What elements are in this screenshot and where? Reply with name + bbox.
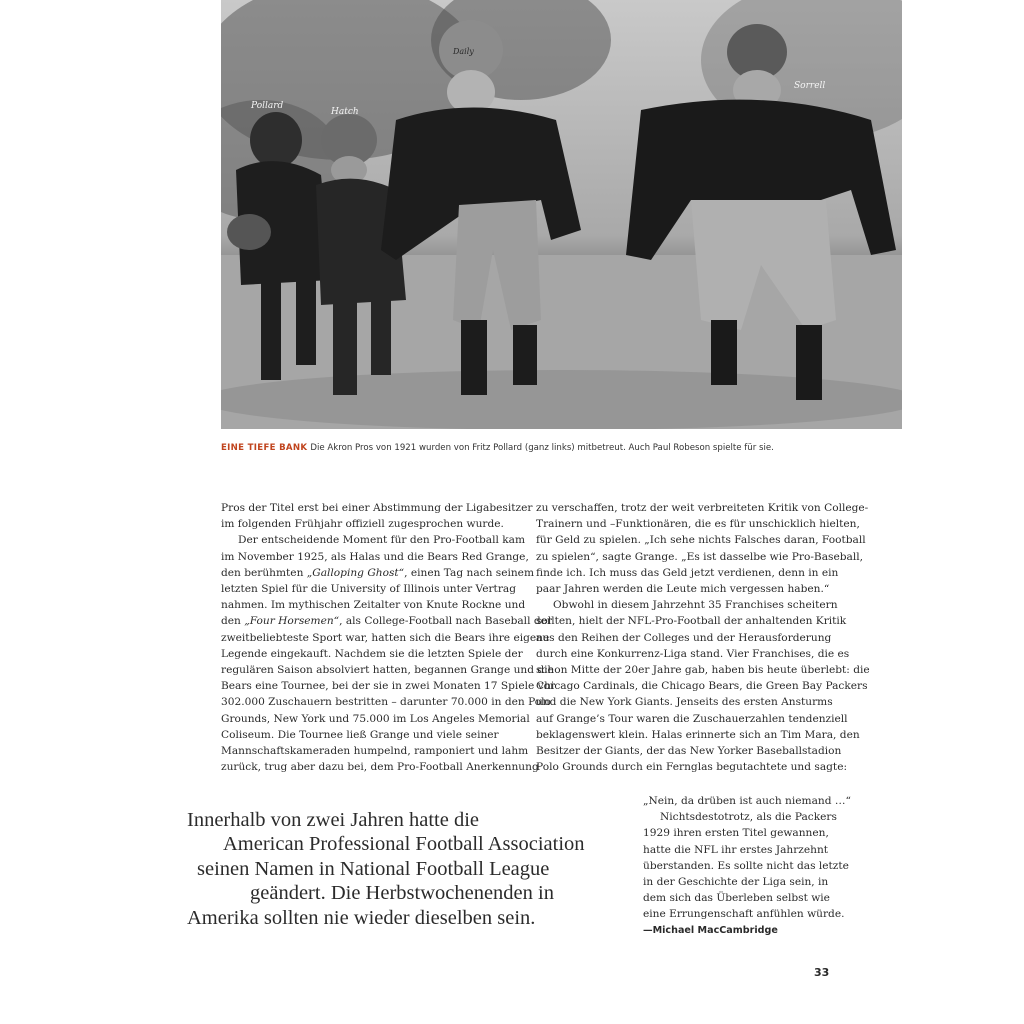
text-line: paar Jahren werden die Leute mich vergessen haben.“: [536, 583, 830, 596]
text-line: regulären Saison absolviert hatten, begannen Grange und die: [221, 664, 554, 677]
hero-photo: [221, 0, 902, 429]
pull-quote-line: geändert. Die Herbstwochenenden in: [250, 882, 554, 905]
text-line: zu verschaffen, trotz der weit verbreiteten Kritik von College-: [536, 502, 869, 514]
text-run: den berühmten: [221, 566, 307, 579]
text-line: Grounds, New York und 75.000 im Los Angeles Memorial: [221, 712, 530, 725]
text-line: Besitzer der Giants, der das New Yorker Baseballstadion: [536, 745, 842, 758]
text-run: , als College-Football nach Baseball der: [339, 615, 552, 628]
caption-text: Die Akron Pros von 1921 wurden von Fritz Pollard (ganz links) mitbetreut. Auch Paul Robeson spielte für sie.: [310, 443, 774, 453]
text-line: in der Geschichte der Liga sein, in: [643, 876, 829, 889]
photo-label-pollard: Pollard: [251, 101, 284, 111]
text-line: finde ich. Ich muss das Geld jetzt verdienen, denn in ein: [536, 566, 839, 579]
text-line: Chicago Cardinals, die Chicago Bears, die Green Bay Packers: [536, 680, 868, 693]
text-line: überstanden. Es sollte nicht das letzte: [643, 859, 849, 872]
pull-quote-line: seinen Namen in National Football League: [197, 857, 550, 880]
text-line: Pros der Titel erst bei einer Abstimmung der Ligabesitzer: [221, 502, 533, 514]
text-line: eine Errungenschaft anfühlen würde.: [643, 908, 845, 921]
text-run: den: [221, 615, 245, 628]
photo-caption: [221, 443, 921, 453]
text-line: Polo Grounds durch ein Fernglas begutachtete und sagte:: [536, 761, 848, 774]
text-line: Coliseum. Die Tournee ließ Grange und viele seiner: [221, 728, 499, 741]
text-line: aus den Reihen der Colleges und der Herausforderung: [536, 631, 832, 644]
text-line: durch eine Konkurrenz-Liga stand. Vier Franchises, die es: [536, 647, 850, 660]
text-line: [221, 613, 552, 629]
author-credit: —Michael MacCambridge: [643, 924, 778, 936]
text-line: hatte die NFL ihr erstes Jahrzehnt: [643, 843, 829, 856]
text-line: Der entscheidende Moment für den Pro-Football kam: [238, 534, 526, 547]
narrow-column: [643, 793, 851, 936]
text-line: zurück, trug aber dazu bei, dem Pro-Football Anerkennung: [221, 761, 539, 774]
text-line: im folgenden Frühjahr offiziell zugesprochen wurde.: [221, 518, 504, 531]
text-line: Legende eingekauft. Nachdem sie die letzten Spiele der: [221, 647, 523, 660]
pull-quote-line: Amerika sollten nie wieder dieselben sein.: [187, 906, 536, 929]
caption-label: EINE TIEFE BANK: [221, 443, 308, 453]
text-line: zu spielen“, sagte Grange. „Es ist dasselbe wie Pro-Baseball,: [536, 550, 863, 563]
text-line: 302.000 Zuschauern bestritten – darunter 70.000 in den Polo: [221, 696, 551, 709]
text-line: Bears eine Tournee, bei der sie in zwei Monaten 17 Spiele vor: [221, 680, 556, 693]
text-line: nahmen. Im mythischen Zeitalter von Knute Rockne und: [221, 599, 526, 612]
text-line: im November 1925, als Halas und die Bears Red Grange,: [221, 550, 529, 563]
text-line: Nichtsdestotrotz, als die Packers: [660, 811, 837, 824]
text-line: schon Mitte der 20er Jahre gab, haben bis heute überlebt: die: [536, 664, 870, 677]
text-line: letzten Spiel für die University of Illinois unter Vertrag: [221, 583, 516, 596]
text-line: sollten, hielt der NFL-Pro-Football der anhaltenden Kritik: [536, 615, 847, 628]
pull-quote: [187, 808, 627, 930]
pull-quote-line: Innerhalb von zwei Jahren hatte die: [187, 809, 480, 831]
photo-label-sorrell: Sorrell: [794, 81, 826, 91]
italic-title-galloping-ghost: „Galloping Ghost“: [306, 566, 405, 579]
photo-label-hatch: Hatch: [331, 107, 359, 117]
text-line: [221, 565, 534, 581]
text-line: dem sich das Überleben selbst wie: [643, 892, 830, 905]
page-number: 33: [814, 966, 830, 979]
pull-quote-line: American Professional Football Association: [223, 833, 585, 856]
players-illustration: [221, 0, 902, 429]
text-line: Obwohl in diesem Jahrzehnt 35 Franchises scheitern: [553, 599, 838, 612]
text-line: und die New York Giants. Jenseits des ersten Ansturms: [536, 696, 833, 709]
text-line: zweitbeliebteste Sport war, hatten sich die Bears ihre eigene: [221, 631, 550, 644]
text-line: beklagenswert klein. Halas erinnerte sich an Tim Mara, den: [536, 728, 860, 741]
text-line: Trainern und –Funktionären, die es für unschicklich hielten,: [536, 518, 860, 531]
text-line: auf Grange’s Tour waren die Zuschauerzahlen tendenziell: [536, 712, 848, 725]
photo-label-daily: Daily: [453, 47, 474, 56]
text-line: für Geld zu spielen. „Ich sehe nichts Falsches daran, Football: [536, 534, 866, 547]
right-column: [536, 500, 870, 775]
italic-title-four-horsemen: „Four Horsemen“: [244, 615, 340, 628]
text-line: 1929 ihren ersten Titel gewannen,: [643, 827, 829, 840]
left-column: [221, 500, 556, 775]
text-line: „Nein, da drüben ist auch niemand …“: [643, 795, 851, 807]
text-run: , einen Tag nach seinem: [404, 566, 534, 579]
text-line: Mannschaftskameraden humpelnd, ramponiert und lahm: [221, 745, 529, 758]
